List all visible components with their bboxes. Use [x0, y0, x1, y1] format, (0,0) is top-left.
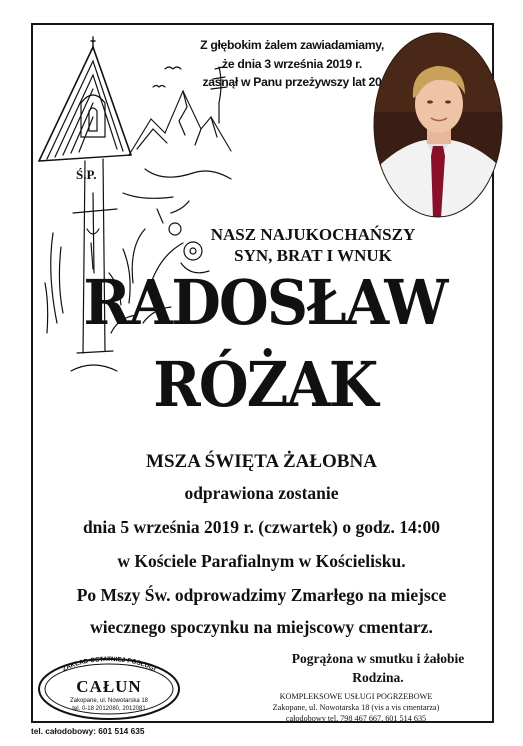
service-line: odprawiona zostanie [184, 483, 339, 503]
company-line: całodobowy tel. 798 467 667, 601 514 635 [285, 714, 427, 723]
announcement-line: że dnia 3 września 2019 r. [222, 56, 362, 71]
sp-abbreviation: Ś.P. [76, 167, 97, 182]
last-name: RÓŻAK [153, 348, 377, 421]
logo-brand: CAŁUN [76, 677, 142, 696]
service-line: dnia 5 września 2019 r. (czwartek) o godz. 14:00 [82, 517, 441, 537]
announcement-line: Z głębokim żalem zawiadamiamy, [200, 38, 384, 52]
service-line: wiecznego spoczynku na miejscowy cmentarz. [90, 617, 433, 637]
service-line: w Kościele Parafialnym w Kościelisku. [117, 551, 406, 571]
service-line: Po Mszy Św. odprowadzimy Zmarłego na miejsce [76, 585, 447, 605]
mass-title: MSZA ŚWIĘTA ŻAŁOBNA [146, 451, 377, 472]
relation-line: SYN, BRAT I WNUK [234, 246, 392, 265]
company-line: Zakopane, ul. Nowotarska 18 (vis a vis cmentarza) [272, 703, 440, 712]
announcement-line: zasnął w Panu przeżywszy lat 20 [202, 75, 382, 89]
company-line: KOMPLEKSOWE USŁUGI POGRZEBOWE [279, 692, 433, 701]
announcement-text [196, 36, 388, 92]
logo-arc-text: ZAKŁAD OSTATNIEJ POSŁUGI [61, 655, 157, 673]
portrait-photo [373, 32, 503, 218]
calun-logo [36, 653, 182, 721]
relation-text [188, 224, 438, 266]
company-info [226, 691, 486, 724]
mourners-line: Rodzina. [352, 670, 404, 685]
first-name: RADOSŁAW [83, 266, 447, 339]
logo-phone: tel. 0-18 2012080, 2012081 [72, 706, 146, 712]
footer-phone: tel. całodobowy: 601 514 635 [31, 726, 145, 736]
mourners-line: Pogrążona w smutku i żałobie [291, 651, 465, 666]
relation-line: NASZ NAJUKOCHAŃSZY [210, 225, 416, 244]
logo-address: Zakopane, ul. Nowotarska 18 [69, 698, 149, 704]
